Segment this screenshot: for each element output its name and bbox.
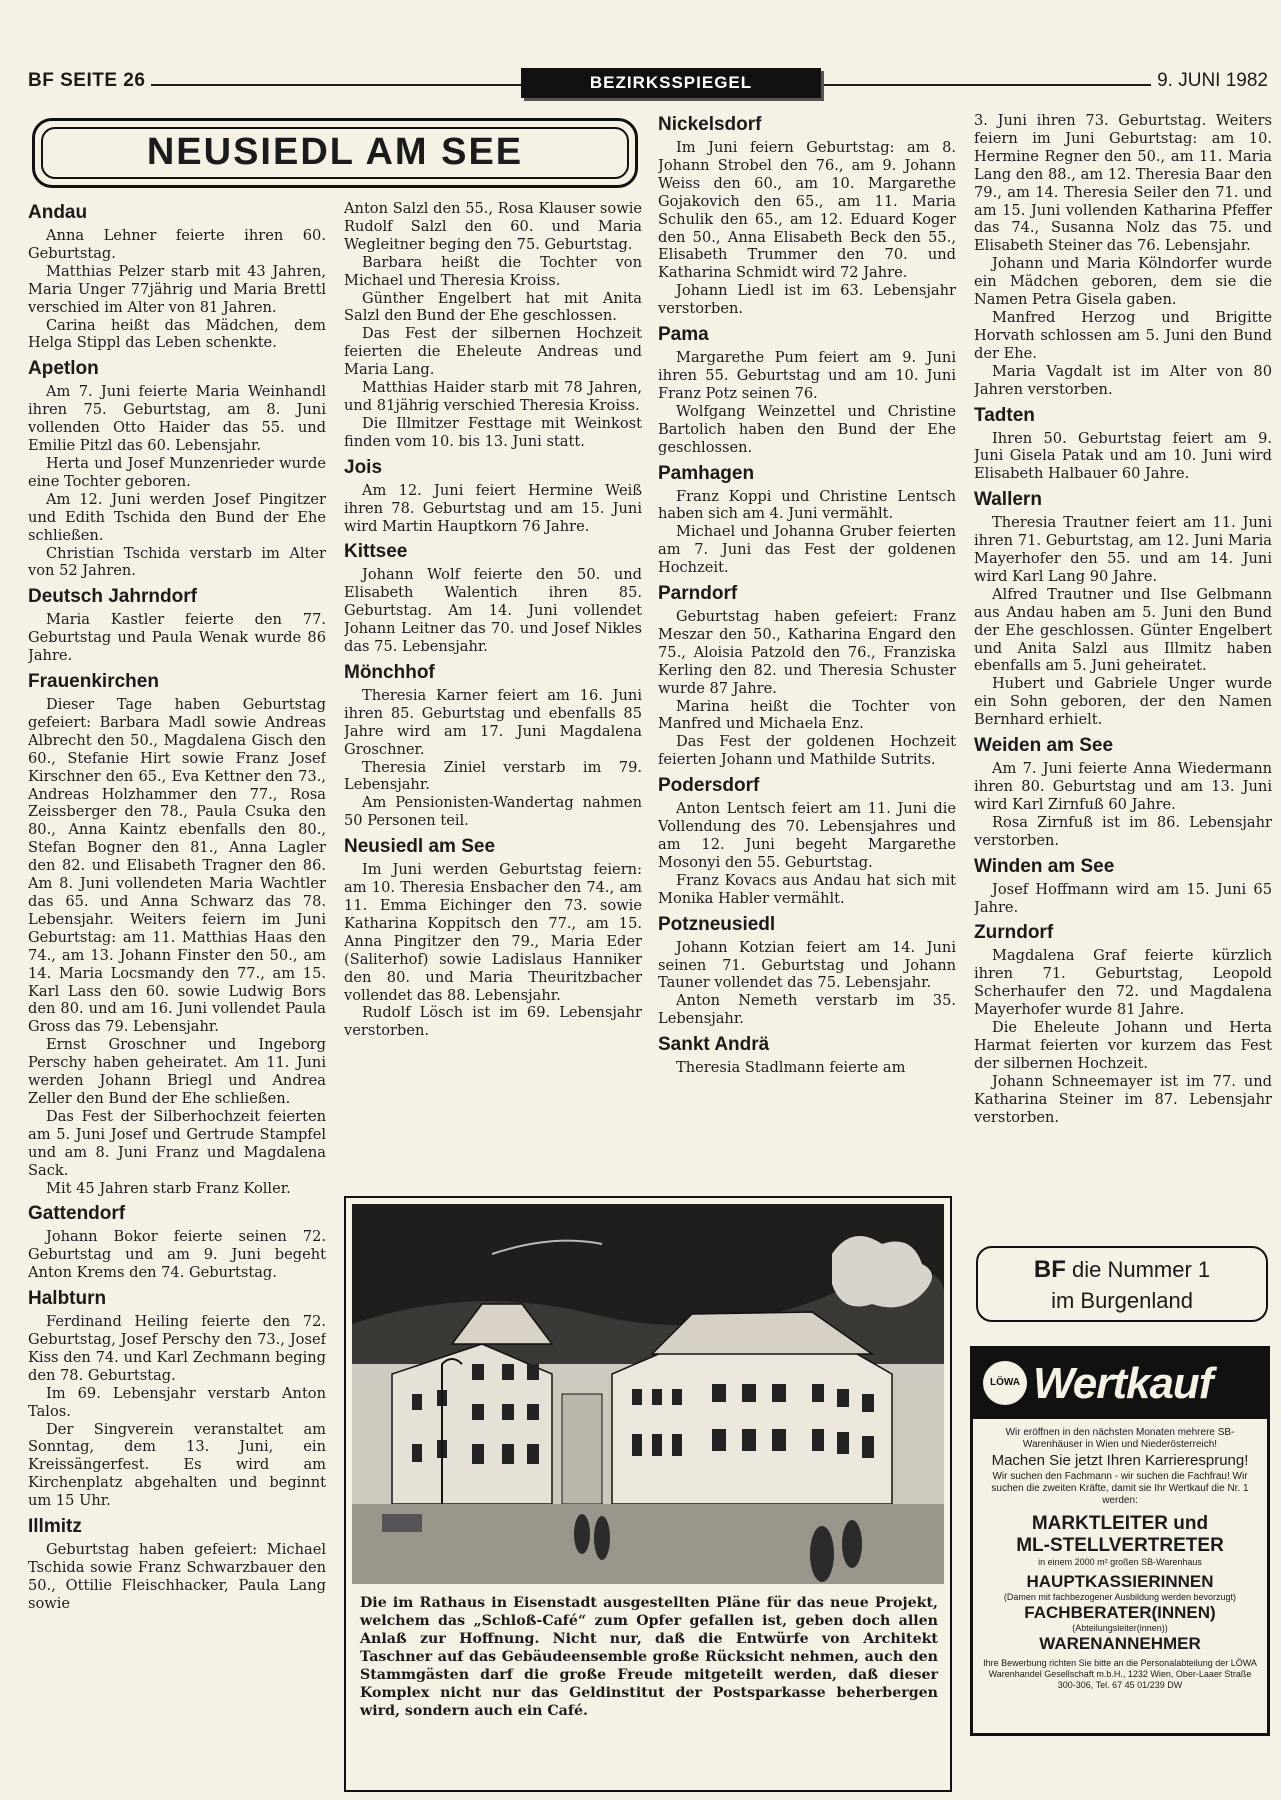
article-section: [658, 463, 956, 578]
town-heading: Neusiedl am See: [344, 836, 496, 858]
news-paragraph: Ernst Groschner und Ingeborg Perschy haben geheiratet. Am 11. Juni werden Johann Briegl und Andrea Zeller den Bund der Ehe schließen.: [28, 1036, 326, 1107]
news-paragraph: Josef Hoffmann wird am 15. Juni 65 Jahre.: [974, 880, 1272, 916]
town-heading: Podersdorf: [658, 775, 760, 797]
town-heading: Illmitz: [28, 1516, 82, 1538]
news-paragraph: Maria Kastler feierte den 77. Geburtstag und Paula Wenak wurde 86 Jahre.: [28, 611, 326, 665]
job2-note: (Damen mit fachbezogener Ausbildung werden bevorzugt): [1003, 1592, 1237, 1602]
news-paragraph: Rudolf Lösch ist im 69. Lebensjahr verstorben.: [344, 1004, 642, 1040]
news-paragraph: Christian Tschida verstarb im Alter von 52 Jahren.: [28, 544, 326, 580]
wertkauf-body: [981, 1427, 1259, 1691]
news-paragraph: Anton Lentsch feiert am 11. Juni die Vollendung des 70. Lebensjahres und am 12. Juni begeht Margarethe Mosonyi den 55. Geburtstag.: [658, 800, 956, 871]
article-section: [28, 202, 326, 352]
town-heading: Frauenkirchen: [28, 671, 159, 693]
news-paragraph: Am 7. Juni feierte Anna Wiedermann ihren 80. Geburtstag und am 13. Juni wird Karl Zirnfuß 60 Jahre.: [974, 760, 1272, 813]
town-heading: Wallern: [974, 489, 1042, 511]
bf-line2: im Burgenland: [1051, 1288, 1193, 1313]
news-paragraph: Das Fest der silbernen Hochzeit feierten die Eheleute Andreas und Maria Lang.: [344, 325, 642, 379]
news-paragraph: Ferdinand Heiling feierte den 72. Geburtstag, Josef Perschy den 73., Josef Kiss den 74. und Karl Zechmann beging den 78. Geburtstag.: [28, 1313, 326, 1384]
news-paragraph: Im 69. Lebensjahr verstarb Anton Talos.: [28, 1384, 326, 1420]
news-paragraph: Johann Wolf feierte den 50. und Elisabeth Walentich ihren 85. Geburtstag. Am 14. Juni vollendet Johann Leitner das 70. und Josef Nikles das 75. Lebensjahr.: [344, 566, 642, 656]
town-heading: Zurndorf: [974, 922, 1054, 944]
article-section: [658, 114, 956, 318]
section-title: BEZIRKSSPIEGEL: [521, 68, 821, 98]
town-heading: Halbturn: [28, 1288, 107, 1310]
region-title: NEUSIEDL AM SEE: [41, 127, 629, 179]
job3-note: (Abteilungsleiter(innen)): [1072, 1623, 1168, 1633]
news-paragraph: 3. Juni ihren 73. Geburtstag. Weiters feiern im Juni Geburtstag: am 10. Hermine Regner den 50., am 11. Maria Lang den 88., am 12. Theresia Baar den 79., am 14. Theresia Seiler den 71. und am 15. Juni vollenden Katharina Pfeffer das 74., Susanna Nolz das 75. und Elisabeth Steiner das 76. Lebensjahr.: [974, 112, 1272, 255]
news-paragraph: Im Juni werden Geburtstag feiern: am 10. Theresia Ensbacher den 74., am 11. Emma Eichinger den 73. sowie Katharina Koppitsch den 77., am 15. Anna Pingitzer den 79., Maria Eder (Saliterhof) sowie Ladislaus Hanniker den 80. und Maria Theuritzbacher vollendet das 88. Lebensjahr.: [344, 861, 642, 1004]
news-paragraph: Alfred Trautner und Ilse Gelbmann aus Andau haben am 5. Juni den Bund der Ehe geschlossen. Günter Engelbert und Anita Salzl aus Illmitz haben ebenfalls am 5. Juni geheiratet.: [974, 585, 1272, 675]
town-heading: Potzneusiedl: [658, 913, 776, 935]
news-paragraph: Maria Vagdalt ist im Alter von 80 Jahren verstorben.: [974, 362, 1272, 398]
article-section: [344, 836, 642, 1040]
article-section: [974, 489, 1272, 729]
news-paragraph: Carina heißt das Mädchen, dem Helga Stippl das Leben schenkte.: [28, 316, 326, 352]
article-section: [344, 200, 642, 451]
article-section: [658, 583, 956, 769]
town-heading: Parndorf: [658, 583, 738, 605]
news-paragraph: Der Singverein veranstaltet am Sonntag, dem 13. Juni, ein Kreissängerfest. Es wird am Kirchenplatz abgehalten und beginnt um 15 Uhr.: [28, 1420, 326, 1510]
town-heading: Tadten: [974, 404, 1035, 426]
news-paragraph: Anton Nemeth verstarb im 35. Lebensjahr.: [658, 992, 956, 1028]
news-paragraph: Das Fest der goldenen Hochzeit feierten Johann und Mathilde Sutrits.: [658, 733, 956, 769]
news-paragraph: Günther Engelbert hat mit Anita Salzl den Bund der Ehe geschlossen.: [344, 289, 642, 325]
town-heading: Apetlon: [28, 358, 99, 380]
news-paragraph: Johann und Maria Kölndorfer wurde ein Mädchen geboren, dem sie die Namen Petra Gisela gaben.: [974, 255, 1272, 309]
photo-caption: Die im Rathaus in Eisenstadt ausgestellten Pläne für das neue Projekt, welchem das „Schloß-Café“ zum Opfer gefallen ist, geben doch allen Anlaß zur Hoffnung. Nicht nur, daß die Entwürfe von Architekt Taschner auf das Gebäudeensemble große Rücksicht nehmen, auch den Stammgästen darf die große Freude mitgeteilt werden, daß dieser Komplex nicht nur das Geldinstitut der Postsparkasse beherbergen wird, sondern auch ein Café.: [360, 1595, 938, 1719]
bf-advertisement: [976, 1246, 1268, 1322]
town-heading: Sankt Andrä: [658, 1034, 770, 1056]
article-section: [974, 856, 1272, 917]
article-section: [28, 1288, 326, 1510]
architecture-illustration: [344, 1196, 952, 1792]
article-section: [344, 662, 642, 830]
news-paragraph: Die Eheleute Johann und Herta Harmat feierten vor kurzem das Fest der silbernen Hochzeit.: [974, 1019, 1272, 1072]
news-paragraph: Dieser Tage haben Geburtstag gefeiert: Barbara Madl sowie Andreas Albrecht den 50., Magdalena Gisch den 60., Stefanie Hirt sowie Franz Josef Kirschner den 65., Eva Kettner den 73., Andreas Holzhammer den 77., Rosa Zeissberger den 78., Paula Csuka den 80., Anna Kaintz ebenfalls den 80., Stefan Bogner den 81., Anna Lagler den 82. und Elisabeth Tragner den 86. Am 8. Juni vollendeten Maria Wachtler das 65. und Anna Schwarz das 78. Lebensjahr. Weiters feiern im Juni Geburtstag: am 11. Matthias Haas den 74., am 13. Johann Finster den 50., am 14. Maria Locsmandy den 77., am 15. Karl Lass den 60. sowie Ludwig Bors den 80. und am 16. Juni vollendet Paula Gross das 79. Lebensjahr.: [28, 696, 326, 1036]
wertkauf-footer: Ihre Bewerbung richten Sie bitte an die Personalabteilung der LÖWA Warenhandel Gesellschaft m.b.H., 1232 Wien, Ober-Laaer Straße 300-306, Tel. 67 45 01/239 DW: [983, 1658, 1257, 1690]
town-heading: Jois: [344, 456, 383, 478]
news-paragraph: Magdalena Graf feierte kürzlich ihren 71. Geburtstag, Leopold Scherhaufer den 72. und Magdalena Mayerhofer wurde 81 Jahre.: [974, 947, 1272, 1019]
news-paragraph: Am 12. Juni werden Josef Pingitzer und Edith Tschida den Bund der Ehe schließen.: [28, 490, 326, 544]
town-heading: Andau: [28, 202, 88, 223]
building-sketch: [352, 1204, 944, 1584]
news-paragraph: Michael und Johanna Gruber feierten am 7. Juni das Fest der goldenen Hochzeit.: [658, 523, 956, 577]
news-paragraph: Im Juni feiern Geburtstag: am 8. Johann Strobel den 76., am 9. Johann Weiss den 60., am 10. Margarethe Gojakovich den 65., am 11. Maria Schulik den 65., am 12. Eduard Koger den 50., Anna Elisabeth Beck den 55., Elisabeth Trummer den 70. und Katharina Schmidt wird 72 Jahre.: [658, 139, 956, 282]
news-paragraph: Johann Liedl ist im 63. Lebensjahr verstorben.: [658, 282, 956, 318]
article-section: [344, 457, 642, 536]
news-paragraph: Am Pensionisten-Wandertag nahmen 50 Personen teil.: [344, 794, 642, 830]
page-number: BF SEITE 26: [28, 70, 151, 92]
news-paragraph: Herta und Josef Munzenrieder wurde eine Tochter geboren.: [28, 454, 326, 490]
job-ml-stellvertreter: ML-STELLVERTRETER: [1016, 1535, 1224, 1556]
bf-line1: die Nummer 1: [1071, 1257, 1211, 1282]
article-section: [974, 735, 1272, 850]
page-header: [28, 68, 1268, 104]
wertkauf-advertisement: [970, 1346, 1270, 1736]
wertkauf-slogan: Machen Sie jetzt Ihren Karrieresprung!: [991, 1452, 1249, 1469]
news-paragraph: Franz Kovacs aus Andau hat sich mit Monika Habler vermählt.: [658, 871, 956, 907]
article-section: [28, 358, 326, 580]
article-section: [658, 324, 956, 456]
town-heading: Winden am See: [974, 855, 1115, 877]
news-paragraph: Franz Koppi und Christine Lentsch haben sich am 4. Juni vermählt.: [658, 487, 956, 523]
news-paragraph: Am 7. Juni feierte Maria Weinhandl ihren 75. Geburtstag, am 8. Juni vollenden Otto Haider das 55. und Emilie Pitzl das 60. Lebensjahr.: [28, 383, 326, 455]
news-paragraph: Matthias Haider starb mit 78 Jahren, und 81jährig verschied Theresia Kroiss.: [344, 379, 642, 414]
column-4: [974, 112, 1272, 1232]
town-heading: Gattendorf: [28, 1203, 126, 1225]
news-paragraph: Ihren 50. Geburtstag feiert am 9. Juni Gisela Patak und am 10. Juni wird Elisabeth Halbauer 60 Jahre.: [974, 429, 1272, 483]
wertkauf-intro: Wir eröffnen in den nächsten Monaten mehrere SB-Warenhäuser in Wien und Niederösterreich!: [1005, 1427, 1235, 1450]
news-paragraph: Theresia Stadlmann feierte am: [676, 1059, 906, 1077]
job-marktleiter: MARKTLEITER und: [1031, 1513, 1209, 1534]
article-section: [28, 586, 326, 665]
town-heading: Nickelsdorf: [658, 114, 762, 135]
region-banner: [32, 118, 638, 188]
news-paragraph: Margarethe Pum feiert am 9. Juni ihren 55. Geburtstag und am 10. Juni Franz Potz seinen 76.: [658, 349, 956, 402]
wertkauf-header: [973, 1349, 1267, 1419]
news-paragraph: Matthias Pelzer starb mit 43 Jahren, Maria Unger 77jährig und Maria Brettl verschied im Alter von 81 Jahren.: [28, 262, 326, 316]
news-paragraph: Anton Salzl den 55., Rosa Klauser sowie Rudolf Salzl den 60. und Maria Wegleitner beging den 75. Geburtstag.: [344, 200, 642, 253]
news-paragraph: Am 12. Juni feiert Hermine Weiß ihren 78. Geburtstag und am 15. Juni wird Martin Hauptkorn 76 Jahre.: [344, 481, 642, 535]
news-paragraph: Johann Schneemayer ist im 77. und Katharina Steiner im 87. Lebensjahr verstorben.: [974, 1072, 1272, 1126]
news-paragraph: Marina heißt die Tochter von Manfred und Michaela Enz.: [658, 697, 956, 733]
loewa-logo: LÖWA: [983, 1361, 1027, 1405]
news-paragraph: Theresia Karner feiert am 16. Juni ihren 85. Geburtstag und ebenfalls 85 Jahre wird am 17. Juni Magdalena Groschner.: [344, 686, 642, 758]
job1-note: in einem 2000 m² großen SB-Warenhaus: [1038, 1557, 1202, 1567]
article-section: [28, 1203, 326, 1282]
news-paragraph: Barbara heißt die Tochter von Michael und Theresia Kroiss.: [344, 253, 642, 289]
article-section: [974, 405, 1272, 484]
news-paragraph: Die Illmitzer Festtage mit Weinkost finden vom 10. bis 13. Juni statt.: [344, 414, 642, 450]
article-section: [658, 1034, 956, 1077]
wertkauf-sub: Wir suchen den Fachmann - wir suchen die Fachfrau! Wir suchen die zweiten Kräfte, damit sie Ihr Wertkauf die Nr. 1 werden:: [991, 1471, 1249, 1506]
town-heading: Pama: [658, 324, 709, 346]
wertkauf-title: Wertkauf: [1033, 1359, 1213, 1408]
news-paragraph: Manfred Herzog und Brigitte Horvath schlossen am 5. Juni den Bund der Ehe.: [974, 308, 1272, 362]
job-hauptkassierinnen: HAUPTKASSIERINNEN: [1026, 1572, 1214, 1591]
article-section: [28, 1516, 326, 1613]
article-section: [658, 914, 956, 1029]
article-section: [344, 541, 642, 656]
town-heading: Mönchhof: [344, 661, 435, 683]
news-paragraph: Rosa Zirnfuß ist im 86. Lebensjahr verstorben.: [974, 813, 1272, 849]
news-paragraph: Theresia Ziniel verstarb im 79. Lebensjahr.: [344, 758, 642, 794]
news-paragraph: Hubert und Gabriele Unger wurde ein Sohn geboren, der den Namen Bernhard erhielt.: [974, 675, 1272, 729]
news-paragraph: Johann Bokor feierte seinen 72. Geburtstag und am 9. Juni begeht Anton Krems den 74. Geburtstag.: [28, 1228, 326, 1282]
news-paragraph: Theresia Trautner feiert am 11. Juni ihren 71. Geburtstag, am 12. Juni Maria Mayerhofer den 55. und am 14. Juni wird Karl Lang 90 Jahre.: [974, 514, 1272, 585]
town-heading: Deutsch Jahrndorf: [28, 586, 197, 608]
issue-date: 9. JUNI 1982: [1151, 70, 1268, 92]
news-paragraph: Das Fest der Silberhochzeit feierten am 5. Juni Josef und Gertrude Stampfel und am 8. Juni Franz und Magdalena Sack.: [28, 1107, 326, 1179]
article-section: [974, 922, 1272, 1126]
column-1: [28, 200, 326, 1790]
column-3: [658, 112, 956, 1184]
news-paragraph: Geburtstag haben gefeiert: Franz Meszar den 50., Katharina Engard den 75., Aloisia Patzold den 76., Franziska Kerling den 82. und Theresia Schuster wurde 87 Jahre.: [658, 608, 956, 697]
town-heading: Kittsee: [344, 541, 408, 563]
town-heading: Weiden am See: [974, 735, 1114, 757]
article-section: [658, 775, 956, 907]
job-fachberater: FACHBERATER(INNEN): [1024, 1603, 1216, 1622]
article-section: [974, 112, 1272, 399]
news-paragraph: Wolfgang Weinzettel und Christine Bartolich haben den Bund der Ehe geschlossen.: [658, 402, 956, 456]
news-paragraph: Johann Kotzian feiert am 14. Juni seinen 71. Geburtstag und Johann Tauner vollendet das 75. Lebensjahr.: [658, 938, 956, 992]
news-paragraph: Anna Lehner feierte ihren 60. Geburtstag.: [28, 227, 326, 262]
bf-brand: BF: [1033, 1256, 1066, 1283]
column-2: [344, 200, 642, 1180]
job-warenannehmer: WARENANNEHMER: [1039, 1634, 1201, 1653]
news-paragraph: Mit 45 Jahren starb Franz Koller.: [46, 1179, 291, 1197]
town-heading: Pamhagen: [658, 462, 755, 484]
article-section: [28, 671, 326, 1197]
news-paragraph: Geburtstag haben gefeiert: Michael Tschida sowie Franz Schwarzbauer den 50., Ottilie Fleischhacker, Paula Lang sowie: [28, 1541, 326, 1612]
